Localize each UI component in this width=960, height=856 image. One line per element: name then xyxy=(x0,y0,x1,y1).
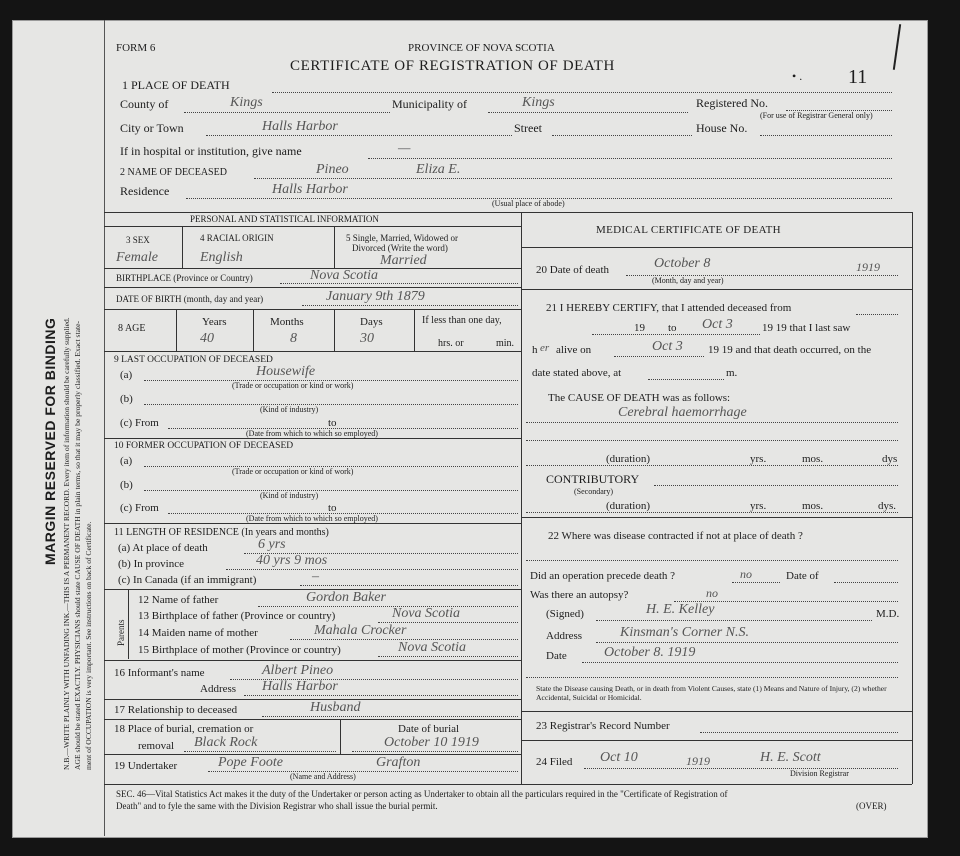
racial-divider xyxy=(334,226,335,268)
operation-label: Did an operation precede death ? xyxy=(530,570,676,582)
blank-line-medical xyxy=(526,677,898,678)
occupation-b-note: (Kind of industry) xyxy=(260,405,319,414)
certify-line2-to: to xyxy=(668,322,677,334)
sex-divider xyxy=(182,226,183,268)
address-label: Address xyxy=(546,630,583,642)
operation-line xyxy=(732,582,780,583)
undertaker-note: (Name and Address) xyxy=(290,772,356,781)
duration-line xyxy=(526,465,898,466)
racial-value: English xyxy=(200,250,243,265)
residence-b-value: 40 yrs 9 mos xyxy=(256,553,328,568)
age-divider-4 xyxy=(414,309,415,351)
burial-bottom-divider xyxy=(104,754,521,755)
occupation-a-label: (a) xyxy=(120,369,133,381)
city-label: City or Town xyxy=(120,121,184,135)
operation-value: no xyxy=(740,567,752,581)
signed-label: (Signed) xyxy=(546,608,584,620)
relationship-label: 17 Relationship to deceased xyxy=(114,704,238,716)
question-22: 22 Where was disease contracted if not at place of death ? xyxy=(548,530,803,542)
marital-label-1: 5 Single, Married, Widowed or xyxy=(346,233,458,243)
registered-label: Registered No. xyxy=(696,96,768,110)
sex-label: 3 SEX xyxy=(126,235,150,245)
former-divider xyxy=(104,523,521,524)
former-a-note: (Trade or occupation or kind of work) xyxy=(232,467,354,476)
occupation-c-label: (c) From xyxy=(120,417,159,429)
filed-value: Oct 10 xyxy=(600,750,638,765)
age-divider-2 xyxy=(253,309,254,351)
informant-address-label: Address xyxy=(200,683,237,695)
margin-note-3: ment of OCCUPATION is very important. See instructions on back of Certificate. xyxy=(84,521,93,770)
birthplace-value: Nova Scotia xyxy=(310,268,379,283)
personal-row-3 xyxy=(104,287,521,288)
place-line-top xyxy=(272,92,892,93)
question-22-line xyxy=(526,560,898,561)
certify-line4: date stated above, at xyxy=(532,367,622,379)
death-date-label: 20 Date of death xyxy=(536,264,609,276)
parents-bracket xyxy=(128,589,129,659)
duration2-line xyxy=(526,512,898,513)
burial-place-value: Black Rock xyxy=(194,735,258,750)
municipality-label: Municipality of xyxy=(392,97,467,111)
cause-line-2 xyxy=(526,440,898,441)
months-value: 8 xyxy=(290,331,297,346)
former-b-line xyxy=(144,490,518,491)
racial-label: 4 RACIAL ORIGIN xyxy=(200,233,274,243)
residence-length-heading: 11 LENGTH OF RESIDENCE (In years and months) xyxy=(114,527,329,538)
personal-row-4 xyxy=(104,309,521,310)
certify-line4-m: m. xyxy=(726,367,738,379)
hrs-label: hrs. or xyxy=(438,338,464,349)
duration-yrs: yrs. xyxy=(750,453,767,465)
former-c-label: (c) From xyxy=(120,502,159,514)
street-label: Street xyxy=(514,121,542,135)
autopsy-label: Was there an autopsy? xyxy=(530,589,629,601)
house-line xyxy=(760,135,892,136)
informant-address-line xyxy=(244,695,518,696)
division-registrar-label: Division Registrar xyxy=(790,769,849,778)
burial-place-label-1: 18 Place of burial, cremation or xyxy=(114,723,254,735)
occupation-divider xyxy=(104,438,521,439)
certify-line3-end: 19 19 and that death occurred, on the xyxy=(708,344,872,356)
burial-place-label-2: removal xyxy=(138,740,175,752)
certificate-title: CERTIFICATE OF REGISTRATION OF DEATH xyxy=(290,58,615,74)
margin-note-2: AGE should be stated EXACTLY. PHYSICIANS should state CAUSE OF DEATH in plain terms, so that it may be properly classified. Exact state- xyxy=(73,321,82,770)
death-date-value: October 8 xyxy=(654,256,711,271)
footer-over: (OVER) xyxy=(856,801,887,811)
municipality-value: Kings xyxy=(522,95,555,110)
date-value: October 8. 1919 xyxy=(604,645,696,660)
margin-note-1: N.B.—WRITE PLAINLY WITH UNFADING INK.—THIS IS A PERMANENT RECORD. Every item of information should be carefully supplied. xyxy=(62,317,71,770)
duration2-yrs: yrs. xyxy=(750,500,767,512)
form-number: FORM 6 xyxy=(116,42,156,54)
residence-a-label: (a) At place of death xyxy=(118,542,208,554)
months-label: Months xyxy=(270,316,304,328)
record-rule xyxy=(521,740,912,741)
footer-text-1: SEC. 46—Vital Statistics Act makes it the duty of the Undertaker or person acting as Undertaker to obtain all the particulars required in the "Certificate of Registration of xyxy=(116,789,728,799)
certify-line3-rule xyxy=(614,356,704,357)
informant-name-label: 16 Informant's name xyxy=(114,667,205,679)
duration2-dys: dys. xyxy=(878,500,897,512)
days-label: Days xyxy=(360,316,383,328)
medical-heading-rule xyxy=(521,247,912,248)
cause-label: The CAUSE OF DEATH was as follows: xyxy=(548,392,731,404)
date-of-line xyxy=(834,582,898,583)
occupation-to-label: to xyxy=(328,417,337,429)
province-title: PROVINCE OF NOVA SCOTIA xyxy=(408,42,555,54)
deceased-given-name: Eliza E. xyxy=(416,162,461,177)
former-b-note: (Kind of industry) xyxy=(260,491,319,500)
date-line xyxy=(582,662,898,663)
undertaker-label: 19 Undertaker xyxy=(114,760,178,772)
date-label: Date xyxy=(546,650,567,662)
age-label: 8 AGE xyxy=(118,323,146,334)
personal-row-5 xyxy=(104,351,521,352)
occupation-c-note: (Date from which to which so employed) xyxy=(246,429,378,438)
residence-c-label: (c) In Canada (if an immigrant) xyxy=(118,574,257,586)
former-to-label: to xyxy=(328,502,337,514)
deceased-surname: Pineo xyxy=(316,162,349,177)
certify-line-rule xyxy=(856,314,898,315)
mother-birthplace-label: 15 Birthplace of mother (Province or country) xyxy=(138,644,341,656)
registration-stamp-dot: • . xyxy=(792,69,803,83)
father-name-line xyxy=(258,606,518,607)
dob-label: DATE OF BIRTH (month, day and year) xyxy=(116,294,264,304)
dob-line xyxy=(302,305,518,306)
hospital-label: If in hospital or institution, give name xyxy=(120,144,302,158)
medical-note: State the Disease causing Death, or in death from Violent Causes, state (1) Means and Nature of Injury, (2) whether Accidental, Suicidal or Homicidal. xyxy=(536,684,887,702)
record-number-label: 23 Registrar's Record Number xyxy=(536,720,670,732)
record-number-line xyxy=(700,732,898,733)
cause-value: Cerebral haemorrhage xyxy=(618,405,747,420)
signed-value: H. E. Kelley xyxy=(646,602,715,617)
burial-date-value: October 10 1919 xyxy=(384,735,479,750)
city-value: Halls Harbor xyxy=(262,119,338,134)
father-name-label: 12 Name of father xyxy=(138,594,219,606)
hospital-line xyxy=(368,158,892,159)
informant-address-value: Halls Harbor xyxy=(262,679,338,694)
mother-name-label: 14 Maiden name of mother xyxy=(138,627,258,639)
dob-value: January 9th 1879 xyxy=(326,289,425,304)
frame-right xyxy=(912,212,913,784)
undertaker-place: Grafton xyxy=(376,755,421,770)
years-label: Years xyxy=(202,316,227,328)
burial-date-label: Date of burial xyxy=(398,723,460,735)
occupation-a-value: Housewife xyxy=(256,364,316,379)
certify-line2-end: 19 19 that I last saw xyxy=(762,322,851,334)
residence-b-line xyxy=(226,569,518,570)
duration-dys: dys xyxy=(882,453,898,465)
street-line xyxy=(552,135,692,136)
personal-row-1 xyxy=(104,226,521,227)
informant-name-value: Albert Pineo xyxy=(262,663,334,678)
age-divider-3 xyxy=(334,309,335,351)
filed-line xyxy=(584,768,898,769)
address-line xyxy=(596,642,898,643)
county-line xyxy=(184,112,390,113)
registered-note: (For use of Registrar General only) xyxy=(760,111,873,120)
burial-place-line xyxy=(184,751,336,752)
secondary-label: (Secondary) xyxy=(574,487,614,496)
burial-date-line xyxy=(352,751,518,752)
cause-section-rule xyxy=(521,517,912,518)
certify-line3-alive: alive on xyxy=(556,344,592,356)
age-divider-1 xyxy=(176,309,177,351)
certify-line3-her: er xyxy=(540,342,550,354)
signed-line xyxy=(596,620,872,621)
relationship-divider xyxy=(104,719,521,720)
undertaker-line xyxy=(208,771,518,772)
last-occupation-heading: 9 LAST OCCUPATION OF DECEASED xyxy=(114,355,273,365)
undertaker-value: Pope Foote xyxy=(218,755,283,770)
cause-line-1 xyxy=(526,422,898,423)
birthplace-line xyxy=(280,283,518,284)
certify-line2-rule xyxy=(592,334,760,335)
city-line xyxy=(206,135,512,136)
residence-note: (Usual place of abode) xyxy=(492,199,565,208)
registration-stamp-number: 11 xyxy=(848,66,868,88)
municipality-line xyxy=(488,112,688,113)
md-label: M.D. xyxy=(876,608,900,620)
relationship-line xyxy=(262,716,518,717)
place-section-label: 1 PLACE OF DEATH xyxy=(122,78,230,92)
mother-name-value: Mahala Crocker xyxy=(314,623,407,638)
former-c-note: (Date from which to which so employed) xyxy=(246,514,378,523)
marital-label-2: Divorced (Write the word) xyxy=(352,243,448,253)
lessday-label: If less than one day, xyxy=(422,315,502,326)
duration-mos: mos. xyxy=(802,453,824,465)
frame-bottom xyxy=(104,784,912,785)
certify-line2-year: 19 xyxy=(634,322,645,334)
duration-label: (duration) xyxy=(606,453,650,465)
certify-line3-value: Oct 3 xyxy=(652,339,683,354)
deceased-name-label: 2 NAME OF DECEASED xyxy=(120,167,227,178)
contributory-line xyxy=(654,485,898,486)
father-birthplace-value: Nova Scotia xyxy=(392,606,461,621)
birthplace-label: BIRTHPLACE (Province or Country) xyxy=(116,273,253,283)
former-a-label: (a) xyxy=(120,455,133,467)
father-name-value: Gordon Baker xyxy=(306,590,386,605)
parents-side-label: Parents xyxy=(116,619,126,646)
sex-value: Female xyxy=(116,250,158,265)
residence-b-label: (b) In province xyxy=(118,558,184,570)
county-value: Kings xyxy=(230,95,263,110)
date-of-label: Date of xyxy=(786,570,819,582)
mother-birthplace-line xyxy=(378,656,518,657)
death-date-rule xyxy=(521,289,912,290)
personal-heading: PERSONAL AND STATISTICAL INFORMATION xyxy=(190,214,379,224)
father-birthplace-label: 13 Birthplace of father (Province or country) xyxy=(138,610,336,622)
duration2-label: (duration) xyxy=(606,500,650,512)
certify-line3-h: h xyxy=(532,344,538,356)
frame-divider xyxy=(521,212,522,784)
mother-birthplace-value: Nova Scotia xyxy=(398,640,467,655)
certify-line4-rule xyxy=(648,379,724,380)
autopsy-value: no xyxy=(706,586,718,600)
residence-c-value: – xyxy=(312,569,319,584)
parents-divider xyxy=(104,660,521,661)
former-occupation-heading: 10 FORMER OCCUPATION OF DECEASED xyxy=(114,441,294,451)
residence-label: Residence xyxy=(120,184,170,198)
contributory-label: CONTRIBUTORY xyxy=(546,472,640,486)
address-value: Kinsman's Corner N.S. xyxy=(620,625,750,640)
binding-label: MARGIN RESERVED FOR BINDING xyxy=(42,317,58,565)
residence-c-line xyxy=(300,585,518,586)
certify-line: 21 I HEREBY CERTIFY, that I attended deceased from xyxy=(546,302,792,314)
burial-divider xyxy=(340,719,341,754)
former-b-label: (b) xyxy=(120,479,133,491)
county-label: County of xyxy=(120,97,169,111)
marital-value: Married xyxy=(380,253,427,268)
relationship-value: Husband xyxy=(310,700,361,715)
filed-year: 1919 xyxy=(686,754,710,768)
death-date-note: (Month, day and year) xyxy=(652,276,724,285)
footer-text-2: Death" and to fyle the same with the Division Registrar who shall issue the burial permit. xyxy=(116,801,438,811)
duration2-mos: mos. xyxy=(802,500,824,512)
residence-a-value: 6 yrs xyxy=(258,537,286,552)
medical-heading: MEDICAL CERTIFICATE OF DEATH xyxy=(596,224,781,236)
hospital-value: — xyxy=(398,141,411,156)
death-year: 1919 xyxy=(856,260,880,274)
occupation-b-line xyxy=(144,404,518,405)
registrar-signature: H. E. Scott xyxy=(760,750,821,765)
days-value: 30 xyxy=(360,331,374,346)
certify-line2-value: Oct 3 xyxy=(702,317,733,332)
years-value: 40 xyxy=(200,331,214,346)
deceased-name-line xyxy=(254,178,892,179)
house-label: House No. xyxy=(696,121,748,135)
occupation-a-note: (Trade or occupation or kind or work) xyxy=(232,381,354,390)
occupation-b-label: (b) xyxy=(120,393,133,405)
medical-note-rule xyxy=(521,711,912,712)
filed-label: 24 Filed xyxy=(536,756,573,768)
min-label: min. xyxy=(496,338,515,349)
residence-value: Halls Harbor xyxy=(272,182,348,197)
